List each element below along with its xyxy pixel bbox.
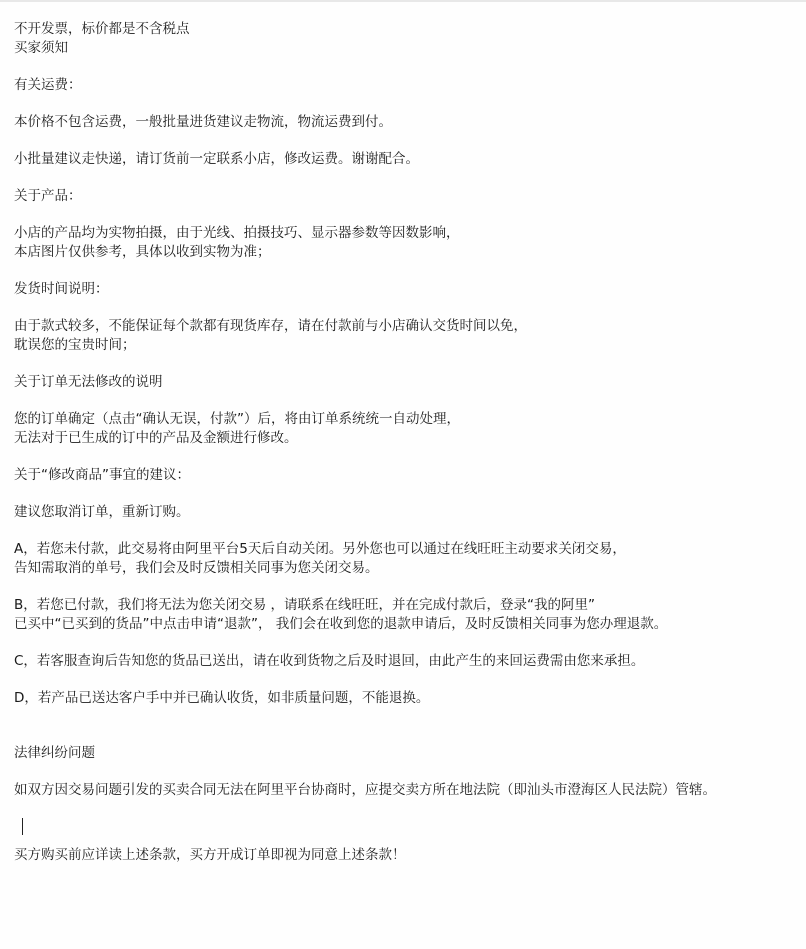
legal-paragraph: 如双方因交易问题引发的买卖合同无法在阿里平台协商时，应提交卖方所在地法院（即汕头市澄海区人民法院）管辖。	[14, 782, 716, 798]
order-change-line-1: 您的订单确定（点击“确认无误，付款”）后，将由订单系统统一自动处理，	[14, 411, 460, 427]
shipping-paragraph-1: 本价格不包含运费，一般批量进货建议走物流，物流运费到付。	[14, 114, 392, 130]
product-line-2: 本店图片仅供参考，具体以收到实物为准；	[14, 244, 271, 260]
shipping-paragraph-2: 小批量建议走快递，请订货前一定联系小店，修改运费。谢谢配合。	[14, 151, 419, 167]
option-a-line-2: 告知需取消的单号，我们会及时反馈相关同事为您关闭交易。	[14, 560, 379, 576]
editor-caret-line[interactable]	[14, 818, 804, 846]
closing-statement: 买方购买前应详读上述条款，买方开成订单即视为同意上述条款！	[14, 847, 406, 863]
option-b-line-2: 已买中“已买到的货品”中点击申请“退款”， 我们会在收到您的退款申请后，及时反馈相关同事为您办理退款。	[14, 616, 668, 632]
modify-advice-heading: 关于“修改商品”事宜的建议：	[14, 467, 190, 483]
option-c: C，若客服查询后告知您的货品已送出，请在收到货物之后及时退回，由此产生的来回运费需由您来承担。	[14, 653, 645, 669]
order-change-line-2: 无法对于已生成的订中的产品及金额进行修改。	[14, 430, 298, 446]
buyer-notice-heading: 买家须知	[14, 40, 68, 56]
delivery-line-2: 耽误您的宝贵时间；	[14, 337, 136, 353]
document-body[interactable]	[14, 20, 804, 865]
option-b-line-1: B，若您已付款，我们将无法为您关闭交易 ，请联系在线旺旺，并在完成付款后，登录“我的阿里”	[14, 597, 596, 613]
top-border	[0, 0, 806, 2]
legal-heading: 法律纠纷问题	[14, 745, 95, 761]
option-d: D，若产品已送达客户手中并已确认收货，如非质量问题，不能退换。	[14, 690, 430, 706]
product-line-1: 小店的产品均为实物拍摄，由于光线、拍摄技巧、显示器参数等因数影响，	[14, 225, 460, 241]
modify-advice-intro: 建议您取消订单，重新订购。	[14, 504, 190, 520]
invoice-notice: 不开发票，标价都是不含税点	[14, 21, 190, 37]
text-caret	[22, 818, 23, 835]
delivery-heading: 发货时间说明：	[14, 281, 109, 297]
option-a-line-1: A，若您未付款，此交易将由阿里平台5天后自动关闭。另外您也可以通过在线旺旺主动要求关闭交易，	[14, 541, 626, 557]
order-change-heading: 关于订单无法修改的说明	[14, 374, 163, 390]
product-heading: 关于产品：	[14, 188, 82, 204]
shipping-heading: 有关运费：	[14, 77, 82, 93]
delivery-line-1: 由于款式较多，不能保证每个款都有现货库存，请在付款前与小店确认交货时间以免，	[14, 318, 527, 334]
